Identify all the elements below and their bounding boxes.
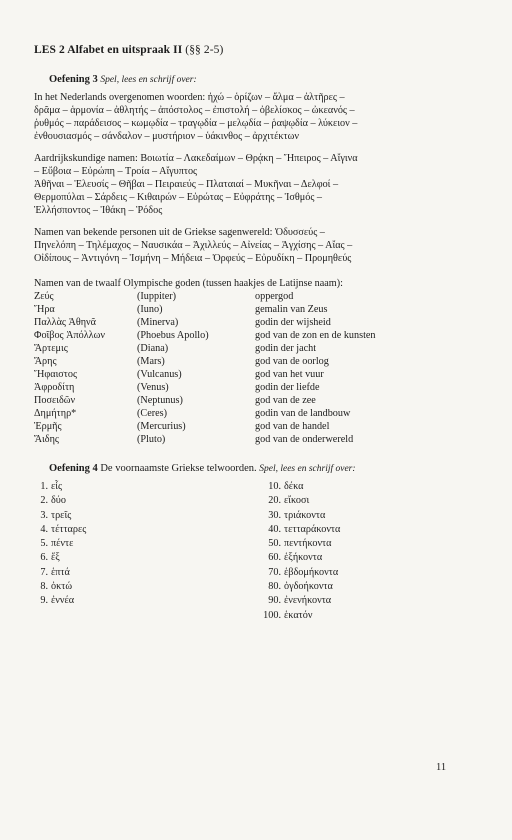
- number-row: [34, 580, 340, 594]
- god-greek-name: Ἥφαιστος: [34, 369, 78, 380]
- number-word: ἕξ: [51, 552, 60, 564]
- paragraph-line: Ἀθῆναι – Ἐλευσίς – Θῆβαι – Πειραιεύς – Πλαταιαί – Μυκῆναι – Δελφοί –: [34, 179, 339, 190]
- lesson-title: [34, 44, 474, 56]
- god-row: [34, 381, 376, 394]
- number-word: πέντε: [51, 538, 74, 550]
- god-description: god van de zon en de kunsten: [255, 330, 376, 341]
- number-row: [34, 537, 340, 551]
- paragraph-line: ῥυθμός – παράδεισος – κωμῳδία – τραγῳδία – μελῳδία – ῥαψῳδία – λύκειον –: [34, 118, 358, 129]
- god-row: [34, 355, 376, 368]
- number-label: 8.: [40, 581, 48, 593]
- number-word: [51, 609, 259, 623]
- exercise-4-heading: [49, 463, 474, 474]
- paragraph-line: Aardrijkskundige namen: Βοιωτία – Λακεδαίμων – Θρᾴκη – Ἤπειρος – Αἴγινα: [34, 153, 358, 164]
- god-description: god van de handel: [255, 421, 330, 432]
- number-row: [34, 480, 340, 494]
- god-latin-name: (Ceres): [137, 408, 167, 419]
- god-latin-name: (Iuno): [137, 304, 163, 315]
- number-label: [34, 609, 51, 623]
- number-row: [34, 609, 340, 623]
- number-word: δύο: [51, 495, 66, 507]
- number-word: ἐννέα: [51, 595, 75, 607]
- god-greek-name: Παλλὰς Ἀθηνᾶ: [34, 317, 97, 328]
- god-latin-name: (Mercurius): [137, 421, 186, 432]
- paragraph-line: Πηνελόπη – Τηλέμαχος – Ναυσικάα – Ἀχιλλεύς – Αἰνείας – Ἀγχίσης – Αἴας –: [34, 240, 353, 251]
- exercise-4-instruction: Spel, lees en schrijf over:: [259, 464, 356, 474]
- paragraph-line: Οἰδίπους – Ἀντιγόνη – Ἰσμήνη – Μήδεια – Ὀρφεύς – Εὐρυδίκη – Προμηθεύς: [34, 253, 352, 264]
- god-description: god van de oorlog: [255, 356, 329, 367]
- god-latin-name: (Venus): [137, 382, 169, 393]
- tens-label: 50.: [268, 538, 281, 550]
- exercise-3-label: Oefening 3: [49, 74, 98, 85]
- tens-label: 90.: [268, 595, 281, 607]
- number-row: [34, 523, 340, 537]
- god-latin-name: (Diana): [137, 343, 169, 354]
- number-word: τρεῖς: [51, 509, 72, 521]
- number-row: [34, 594, 340, 608]
- lesson-title-text: LES 2 Alfabet en uitspraak II: [34, 44, 183, 56]
- god-row: [34, 329, 376, 342]
- god-greek-name: Ἅιδης: [34, 434, 59, 445]
- page-number: 11: [436, 762, 447, 773]
- god-latin-name: (Vulcanus): [137, 369, 182, 380]
- paragraph-line: Ἑλλήσποντος – Ἰθάκη – Ῥόδος: [34, 205, 163, 216]
- tens-word: ἑβδομήκοντα: [284, 566, 339, 578]
- tens-label: 60.: [268, 552, 281, 564]
- number-label: 2.: [40, 495, 48, 507]
- god-latin-name: (Minerva): [137, 317, 179, 328]
- number-word: τέτταρες: [51, 523, 87, 535]
- god-latin-name: (Phoebus Apollo): [137, 330, 209, 341]
- god-description: godin van de landbouw: [255, 408, 351, 419]
- exercise-3-heading: [49, 74, 474, 85]
- god-description: godin der wijsheid: [255, 317, 331, 328]
- god-description: god van de onderwereld: [255, 434, 354, 445]
- number-word: ὀκτώ: [51, 581, 73, 593]
- exercise-3-instruction: Spel, lees en schrijf over:: [100, 75, 197, 85]
- number-label: 7.: [40, 566, 48, 578]
- paragraph-line: In het Nederlands overgenomen woorden: ἠχώ – ὁρίζων – ἄλμα – ἀλτῆρες –: [34, 92, 345, 103]
- god-row: [34, 316, 376, 329]
- god-greek-name: Δημήτηρ*: [34, 408, 77, 419]
- lesson-sections: (§§ 2-5): [185, 44, 224, 56]
- tens-label: 30.: [268, 509, 281, 521]
- tens-word: ἑξήκοντα: [284, 552, 323, 564]
- number-label: 9.: [40, 595, 48, 607]
- god-row: [34, 394, 376, 407]
- tens-label: 70.: [268, 566, 281, 578]
- god-description: oppergod: [255, 291, 294, 302]
- number-row: [34, 509, 340, 523]
- page-content: [34, 44, 474, 623]
- god-description: gemalin van Zeus: [255, 304, 328, 315]
- geography-paragraph: [34, 152, 474, 217]
- gods-intro: Namen van de twaalf Olympische goden (tussen haakjes de Latijnse naam):: [34, 278, 343, 289]
- tens-word: τριάκοντα: [284, 509, 326, 521]
- mythology-paragraph: [34, 226, 474, 265]
- tens-label: 20.: [268, 495, 281, 507]
- god-greek-name: Ἄρης: [34, 356, 57, 367]
- god-description: godin der jacht: [255, 343, 317, 354]
- tens-label: 80.: [268, 581, 281, 593]
- paragraph-line: δρᾶμα – ἁρμονία – ἀθλητής – ἀπόστολος – ἐπιστολή – ὀβελίσκος – ὠκεανός –: [34, 105, 355, 116]
- god-latin-name: (Mars): [137, 356, 165, 367]
- number-word: ἑπτά: [51, 566, 70, 578]
- god-row: [34, 368, 376, 381]
- number-word: εἷς: [51, 481, 63, 492]
- tens-label: 100.: [263, 609, 281, 621]
- god-row: [34, 303, 376, 316]
- tens-label: 10.: [268, 481, 281, 492]
- tens-word: ἐνενήκοντα: [284, 595, 332, 607]
- number-label: 6.: [40, 552, 48, 564]
- paragraph-line: Namen van bekende personen uit de Griekse sagenwereld: Ὀδυσσεύς –: [34, 227, 325, 238]
- god-latin-name: (Iuppiter): [137, 291, 177, 302]
- god-greek-name: Ἥρα: [34, 304, 55, 315]
- god-latin-name: (Pluto): [137, 434, 166, 445]
- tens-label: 40.: [268, 523, 281, 535]
- god-row: [34, 420, 376, 433]
- numbers-table: [34, 480, 340, 623]
- god-description: god van het vuur: [255, 369, 324, 380]
- tens-word: τετταράκοντα: [284, 523, 341, 535]
- tens-word: ἑκατόν: [284, 609, 313, 621]
- tens-word: πεντήκοντα: [284, 538, 332, 550]
- gods-table: [34, 290, 376, 446]
- exercise-4-label: Oefening 4: [49, 463, 98, 474]
- number-label: 1.: [40, 481, 48, 492]
- number-row: [34, 551, 340, 565]
- god-greek-name: Ἄρτεμις: [34, 343, 68, 354]
- god-latin-name: (Neptunus): [137, 395, 183, 406]
- god-description: godin der liefde: [255, 382, 320, 393]
- god-row: [34, 290, 376, 303]
- god-row: [34, 342, 376, 355]
- god-row: [34, 407, 376, 420]
- god-greek-name: Φοῖβος Ἀπόλλων: [34, 330, 105, 341]
- paragraph-line: – Εὔβοια – Εὐρώπη – Τροία – Αἴγυπτος: [34, 166, 198, 177]
- number-label: 4.: [40, 523, 48, 535]
- number-label: 3.: [40, 509, 48, 521]
- tens-word: δέκα: [284, 481, 304, 492]
- loanwords-paragraph: [34, 91, 474, 143]
- number-label: 5.: [40, 538, 48, 550]
- god-greek-name: Ἑρμῆς: [34, 421, 62, 432]
- god-greek-name: Ἀφροδίτη: [34, 382, 75, 393]
- number-row: [34, 566, 340, 580]
- god-greek-name: Ποσειδῶν: [34, 395, 76, 406]
- tens-word: ὀγδοήκοντα: [284, 581, 333, 593]
- paragraph-line: Θερμοπύλαι – Σάρδεις – Κιθαιρών – Εὐρώτας – Εὐφράτης – Ἰσθμός –: [34, 192, 323, 203]
- god-greek-name: Ζεύς: [34, 291, 54, 302]
- god-row: [34, 433, 376, 446]
- number-row: [34, 494, 340, 508]
- tens-word: εἴκοσι: [284, 495, 310, 507]
- exercise-4-title: De voornaamste Griekse telwoorden.: [100, 463, 257, 474]
- god-description: god van de zee: [255, 395, 316, 406]
- paragraph-line: ἐνθουσιασμός – σάνδαλον – μυστήριον – ὑάκινθος – ἀρχιτέκτων: [34, 131, 299, 142]
